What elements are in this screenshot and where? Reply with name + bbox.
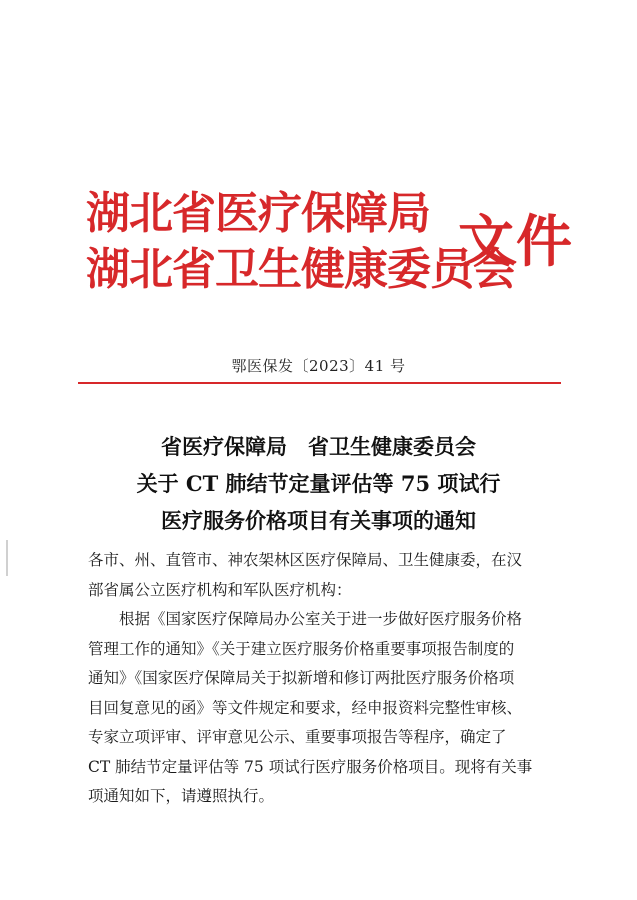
paragraph-line: CT 肺结节定量评估等 75 项试行医疗服务价格项目。现将有关事: [88, 757, 533, 776]
scan-margin-mark: [6, 540, 8, 576]
paragraph-line: 项通知如下，请遵照执行。: [88, 787, 275, 805]
document-header: [86, 188, 606, 308]
title-line-1: 省医疗保障局 省卫生健康委员会: [161, 434, 476, 459]
paragraph-line: 管理工作的通知》《关于建立医疗服务价格重要事项报告制度的: [88, 639, 515, 658]
red-divider-line: [78, 382, 561, 384]
addressee-line-2: 部省属公立医疗机构和军队医疗机构：: [88, 580, 352, 599]
paragraph-line: 目回复意见的函》等文件规定和要求，经申报资料完整性审核、: [88, 698, 523, 717]
paragraph-line: 根据《国家医疗保障局办公室关于进一步做好医疗服务价格: [119, 610, 523, 628]
document-body: [88, 546, 568, 812]
title-line-3: 医疗服务价格项目有关事项的通知: [161, 508, 476, 533]
issuer-line-2: 湖北省卫生健康委员会: [86, 244, 516, 295]
title-line-2: 关于 CT 肺结节定量评估等 75 项试行: [136, 471, 501, 496]
document-number: 鄂医保发〔2023〕41 号: [231, 357, 406, 375]
issuer-line-1: 湖北省医疗保障局: [86, 188, 430, 239]
document-title: [0, 428, 637, 539]
paragraph-line: 专家立项评审、评审意见公示、重要事项报告等程序，确定了: [88, 728, 507, 746]
document-word: 文件: [458, 209, 574, 275]
addressee-line-1: 各市、州、直管市、神农架林区医疗保障局、卫生健康委，在汉: [88, 551, 523, 569]
paragraph-line: 通知》《国家医疗保障局关于拟新增和修订两批医疗服务价格项: [88, 669, 515, 687]
